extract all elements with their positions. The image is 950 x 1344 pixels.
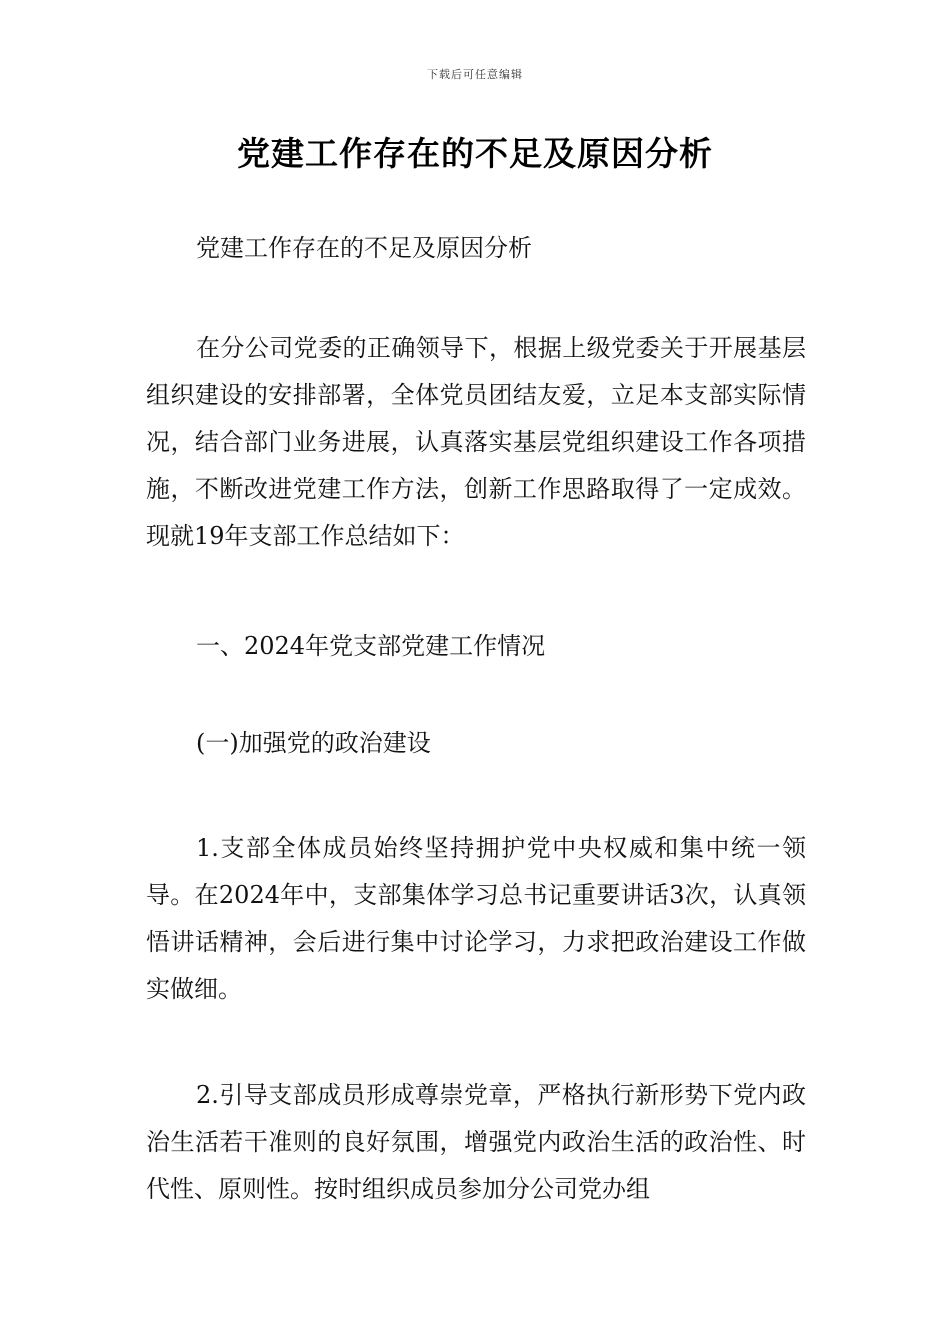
subsection-heading-1: (一)加强党的政治建设 [196,729,431,757]
header-note: 下载后可任意编辑 [427,68,523,81]
document-title: 党建工作存在的不足及原因分析 [237,134,713,173]
section-heading-1: 一、2024年党支部党建工作情况 [196,632,546,660]
paragraph-item-2: 2.引导支部成员形成尊崇党章，严格执行新形势下党内政治生活若干准则的良好氛围，增强党内政治生活的政治性、时代性、原则性。按时组织成员参加分公司党办组 [146,1081,806,1203]
paragraph-item-1: 1.支部全体成员始终坚持拥护党中央权威和集中统一领导。在2024年中，支部集体学习总书记重要讲话3次，认真领悟讲话精神，会后进行集中讨论学习，力求把政治建设工作做实做细。 [146,834,806,1003]
document-subtitle: 党建工作存在的不足及原因分析 [196,234,532,262]
paragraph-intro: 在分公司党委的正确领导下，根据上级党委关于开展基层组织建设的安排部署，全体党员团结友爱，立足本支部实际情况，结合部门业务进展，认真落实基层党组织建设工作各项措施，不断改进党建工作方法，创新工作思路取得了一定成效。现就19年支部工作总结如下： [146,334,806,550]
